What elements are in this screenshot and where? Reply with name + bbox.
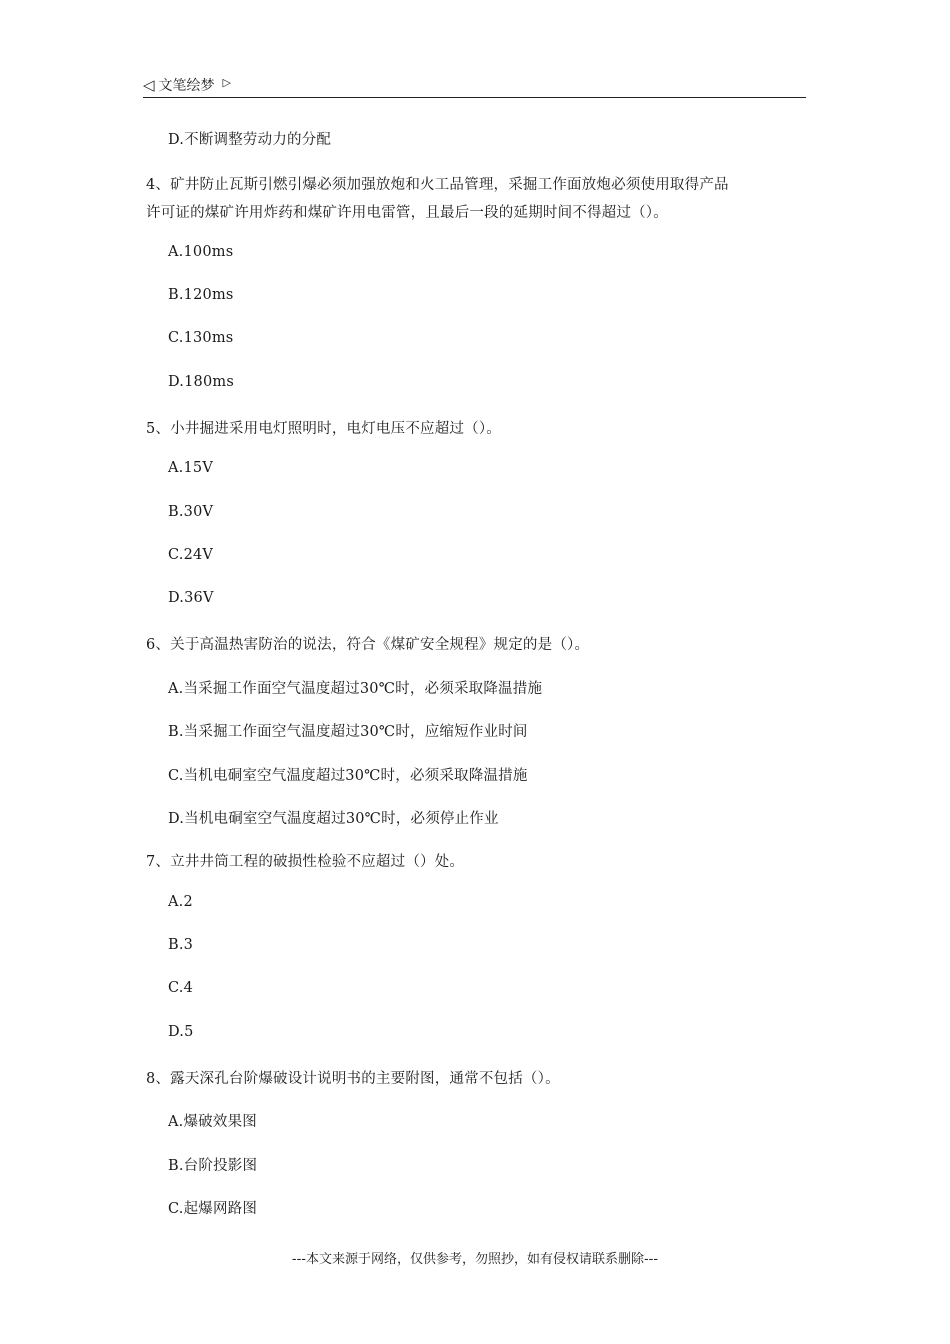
question-text: 8、露天深孔台阶爆破设计说明书的主要附图，通常不包括（）。	[146, 1071, 560, 1087]
question-text: 7、立井井筒工程的破损性检验不应超过（）处。	[146, 854, 465, 870]
option-text: D.180ms	[168, 374, 234, 390]
brand-text: 文笔绘梦	[158, 78, 215, 94]
question-text: 4、矿井防止瓦斯引燃引爆必须加强放炮和火工品管理，采掘工作面放炮必须使用取得产品	[146, 177, 729, 193]
option-text: A.爆破效果图	[168, 1114, 257, 1130]
page-footer: ---本文来源于网络，仅供参考，勿照抄，如有侵权请联系删除---	[291, 1252, 659, 1267]
option-text: B.30V	[168, 504, 214, 520]
option-text: C.130ms	[168, 330, 234, 346]
option-text: D.5	[168, 1024, 194, 1040]
option-text: C.当机电硐室空气温度超过30℃时，必须采取降温措施	[168, 768, 528, 784]
option-text: B.120ms	[168, 287, 234, 303]
option-text: D.不断调整劳动力的分配	[168, 132, 332, 148]
option-text: A.2	[168, 894, 193, 910]
option-text: A.15V	[168, 460, 214, 476]
option-text: D.36V	[168, 590, 214, 606]
option-text: D.当机电硐室空气温度超过30℃时，必须停止作业	[168, 811, 499, 827]
option-text: A.100ms	[168, 244, 234, 260]
triangle-right-icon: ▷	[222, 75, 232, 89]
question-text: 5、小井掘进采用电灯照明时，电灯电压不应超过（）。	[146, 421, 501, 437]
triangle-left-icon: ◁	[143, 76, 155, 94]
page-header	[143, 73, 806, 98]
option-text: B.3	[168, 937, 194, 953]
option-text: A.当采掘工作面空气温度超过30℃时，必须采取降温措施	[168, 681, 543, 697]
option-text: B.当采掘工作面空气温度超过30℃时，应缩短作业时间	[168, 724, 528, 740]
option-text: C.4	[168, 980, 194, 996]
header-brand	[143, 75, 231, 95]
question-text: 6、关于高温热害防治的说法，符合《煤矿安全规程》规定的是（）。	[146, 637, 590, 653]
option-text: B.台阶投影图	[168, 1158, 258, 1174]
option-text: C.起爆网路图	[168, 1201, 258, 1217]
question-text: 许可证的煤矿许用炸药和煤矿许用电雷管，且最后一段的延期时间不得超过（）。	[146, 205, 668, 221]
option-text: C.24V	[168, 547, 214, 563]
